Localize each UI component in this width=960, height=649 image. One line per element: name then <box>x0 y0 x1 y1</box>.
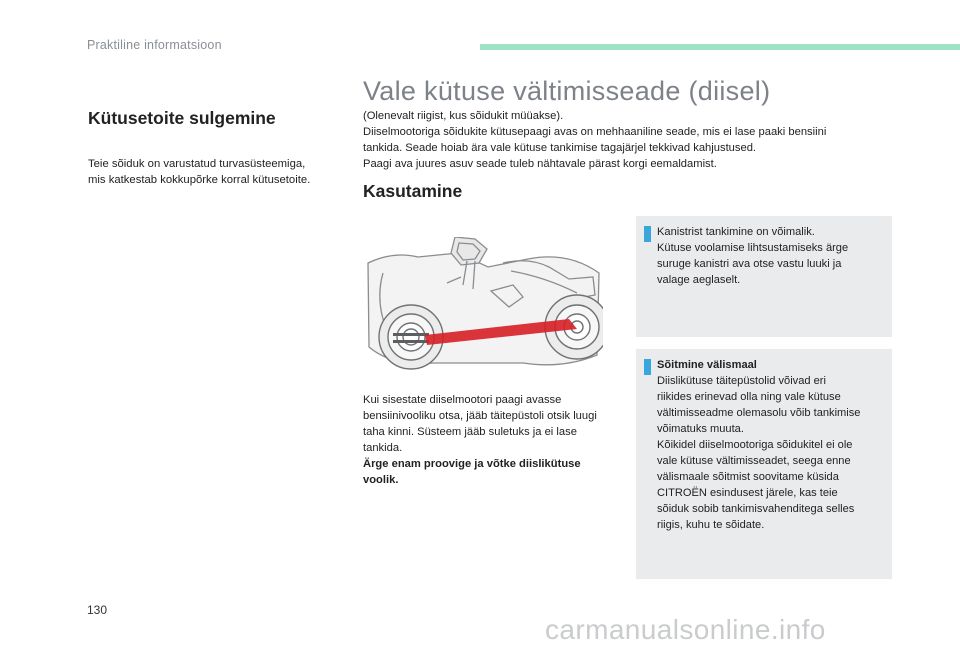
info-line: vältimisseadme olemasolu võib tankimise <box>657 407 861 419</box>
fuel-cutoff-text <box>88 156 348 188</box>
info-box-abroad <box>636 349 892 579</box>
info-box-title: Sõitmine välismaal <box>657 359 757 371</box>
info-line: Kõikidel diiselmootoriga sõidukitel ei ole <box>657 439 853 451</box>
info-line: välismaale sõitmist soovitame küsida <box>657 471 839 483</box>
usage-line: taha kinni. Süsteem jääb suletuks ja ei lase <box>363 426 577 438</box>
info-line: sõiduk sobib tankimisvahenditega selles <box>657 503 855 515</box>
info-line: riigis, kuhu te sõidate. <box>657 519 765 531</box>
fuel-cutoff-line: mis katkestab kokkupõrke korral kütusetoite. <box>88 174 311 186</box>
info-box-text <box>657 224 887 288</box>
fuel-cutoff-heading: Kütusetoite sulgemine <box>88 108 276 128</box>
fuel-filler-illustration <box>363 237 603 373</box>
usage-paragraph <box>363 392 621 488</box>
section-color-bar <box>480 44 960 50</box>
watermark: carmanualsonline.info <box>545 614 826 645</box>
info-icon <box>644 226 651 242</box>
info-line: Kanistrist tankimine on võimalik. <box>657 226 815 238</box>
info-box-canister <box>636 216 892 337</box>
usage-line: tankida. <box>363 442 403 454</box>
fuel-cutoff-line: Teie sõiduk on varustatud turvasüsteemiga, <box>88 158 306 170</box>
intro-line: Diiselmootoriga sõidukite kütusepaagi avas on mehhaaniline seade, mis ei lase paaki bensiini <box>363 126 827 138</box>
section-label: Praktiline informatsioon <box>87 38 222 52</box>
usage-heading: Kasutamine <box>363 181 463 201</box>
info-line: riikides erinevad olla ning vale kütuse <box>657 391 841 403</box>
info-line: vale kütuse vältimisseadet, seega enne <box>657 455 851 467</box>
info-icon <box>644 359 651 375</box>
intro-paragraph <box>363 108 883 172</box>
intro-line: (Olenevalt riigist, kus sõidukit müüakse). <box>363 110 564 122</box>
intro-line: Paagi ava juures asuv seade tuleb nähtavale pärast korgi eemaldamist. <box>363 158 717 170</box>
info-box-text <box>657 357 887 533</box>
page-number: 130 <box>87 603 108 617</box>
info-line: valage aeglaselt. <box>657 274 741 286</box>
warning-line: voolik. <box>363 474 399 486</box>
info-line: Kütuse voolamise lihtsustamiseks ärge <box>657 242 849 254</box>
page-title: Vale kütuse vältimisseade (diisel) <box>363 76 771 106</box>
usage-line: Kui sisestate diiselmootori paagi avasse <box>363 394 562 406</box>
intro-line: tankida. Seade hoiab ära vale kütuse tankimise tagajärjel tekkivad kahjustused. <box>363 142 757 154</box>
info-line: CITROËN esindusest järele, kas teie <box>657 487 838 499</box>
info-line: suruge kanistri ava otse vastu luuki ja <box>657 258 842 270</box>
warning-line: Ärge enam proovige ja võtke diislikütuse <box>363 458 581 470</box>
info-line: Diislikütuse täitepüstolid võivad eri <box>657 375 826 387</box>
info-line: võimatuks muuta. <box>657 423 744 435</box>
usage-line: bensiinivooliku otsa, jääb täitepüstoli otsik luugi <box>363 410 597 422</box>
